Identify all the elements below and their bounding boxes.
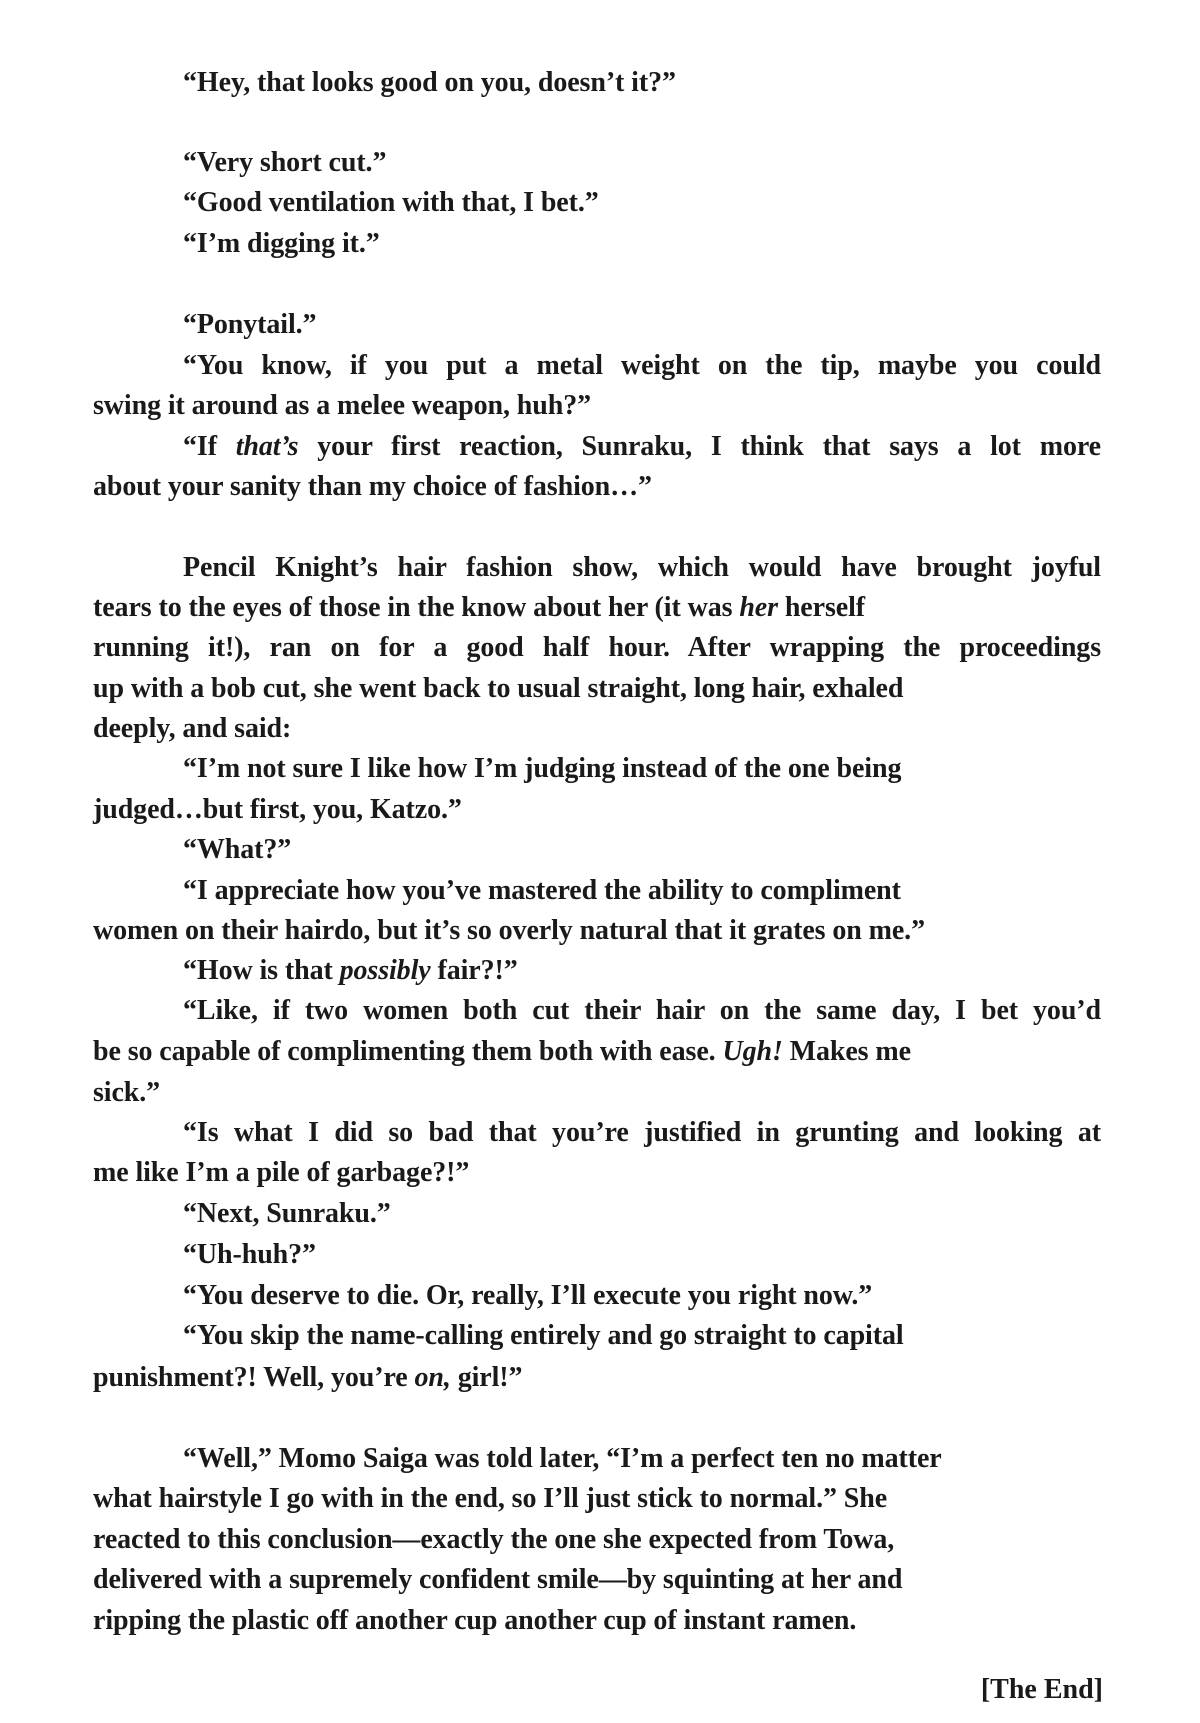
text-line: “I’m digging it.”	[183, 228, 380, 259]
text-line: “Hey, that looks good on you, doesn’t it?”	[183, 67, 676, 98]
text-line: judged…but first, you, Katzo.”	[93, 794, 462, 825]
text-line: sick.”	[93, 1077, 161, 1108]
text-line: delivered with a supremely confident smile—by squinting at her and	[93, 1564, 903, 1595]
text-line: “How is that possibly fair?!”	[183, 955, 518, 986]
emphasis: her	[739, 592, 778, 623]
text-line: running it!), ran on for a good half hour. After wrapping the proceedings	[93, 632, 1101, 663]
text-line: up with a bob cut, she went back to usual straight, long hair, exhaled	[93, 673, 904, 704]
text-line: “You know, if you put a metal weight on the tip, maybe you could	[183, 350, 1101, 381]
text-line: deeply, and said:	[93, 713, 292, 744]
text-line: me like I’m a pile of garbage?!”	[93, 1157, 470, 1188]
text-line: “If that’s your first reaction, Sunraku, I think that says a lot more	[183, 431, 1101, 462]
emphasis: that’s	[235, 431, 299, 462]
text-line: “Is what I did so bad that you’re justified in grunting and looking at	[183, 1117, 1101, 1148]
text-line: about your sanity than my choice of fashion…”	[93, 471, 652, 502]
text-line: “Well,” Momo Saiga was told later, “I’m a perfect ten no matter	[183, 1443, 942, 1474]
text-line: “I’m not sure I like how I’m judging instead of the one being	[183, 753, 902, 784]
text-line: “Very short cut.”	[183, 147, 387, 178]
text-line: “Ponytail.”	[183, 309, 317, 340]
text-line: “I appreciate how you’ve mastered the ability to compliment	[183, 875, 901, 906]
end-mark: [The End]	[980, 1674, 1103, 1705]
emphasis: Ugh!	[722, 1036, 783, 1067]
emphasis: possibly	[339, 955, 431, 986]
text-line: “Good ventilation with that, I bet.”	[183, 187, 599, 218]
text-line: “What?”	[183, 834, 292, 865]
text-line: women on their hairdo, but it’s so overly natural that it grates on me.”	[93, 915, 925, 946]
text-line: ripping the plastic off another cup another cup of instant ramen.	[93, 1605, 857, 1636]
text-line: tears to the eyes of those in the know about her (it was her herself	[93, 592, 865, 623]
text-line: Pencil Knight’s hair fashion show, which would have brought joyful	[183, 552, 1101, 583]
emphasis: on,	[414, 1362, 451, 1393]
text-line: “Uh-huh?”	[183, 1239, 316, 1270]
text-line: “Next, Sunraku.”	[183, 1198, 391, 1229]
text-line: what hairstyle I go with in the end, so I’ll just stick to normal.” She	[93, 1483, 888, 1514]
text-line: punishment?! Well, you’re on, girl!”	[93, 1362, 523, 1393]
text-line: “You deserve to die. Or, really, I’ll execute you right now.”	[183, 1280, 873, 1311]
text-line: “You skip the name-calling entirely and go straight to capital	[183, 1320, 904, 1351]
text-line: be so capable of complimenting them both with ease. Ugh! Makes me	[93, 1036, 911, 1067]
text-line: “Like, if two women both cut their hair on the same day, I bet you’d	[183, 995, 1101, 1026]
text-line: reacted to this conclusion—exactly the one she expected from Towa,	[93, 1524, 895, 1555]
text-line: swing it around as a melee weapon, huh?”	[93, 390, 592, 421]
